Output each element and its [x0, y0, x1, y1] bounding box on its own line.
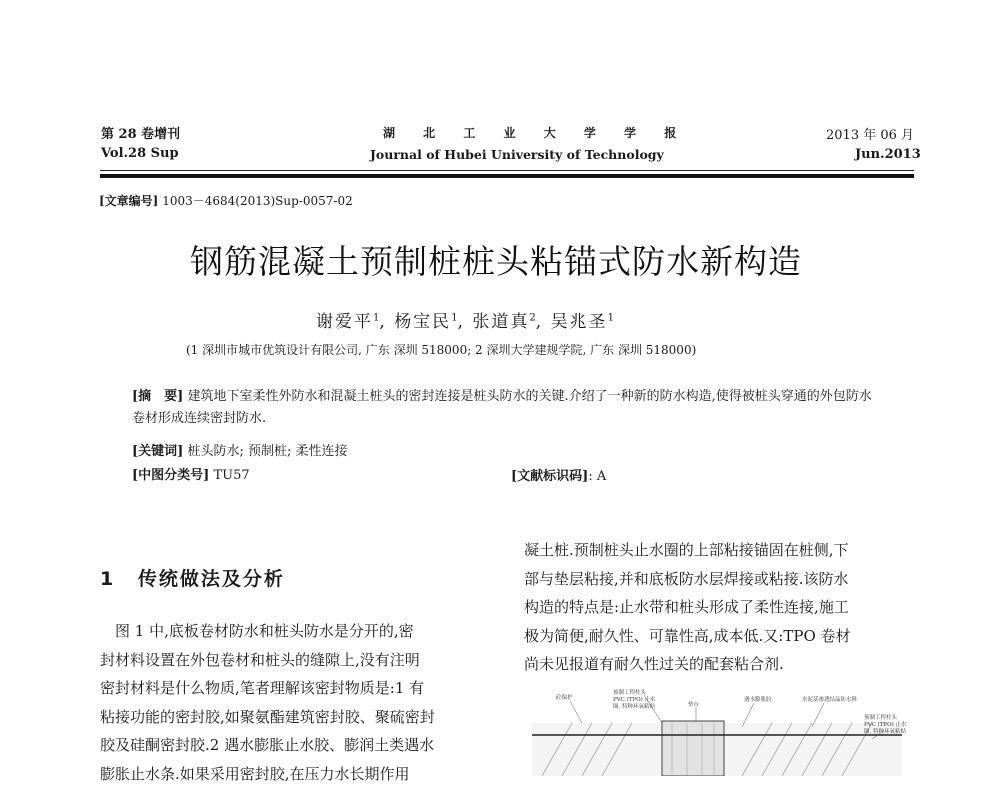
date-cn: 2013 年 06 月 [826, 124, 914, 143]
author-name: 杨宝民 [394, 312, 451, 332]
left-column-line: 图 1 中,底板卷材防水和桩头防水是分开的,密 [100, 617, 435, 646]
volume-en: Vol.28 Sup [101, 146, 179, 161]
volume-cn: 第 28 卷增刊 [101, 123, 180, 142]
journal-title-cn: 湖 北 工 业 大 学 学 报 [383, 124, 688, 141]
abstract-label: [摘 要] [132, 389, 183, 404]
right-column-line: 构造的特点是:止水带和桩头形成了柔性连接,施工 [524, 593, 851, 622]
left-column-line: 粘接功能的密封胶,如聚氨酯建筑密封胶、聚硫密封 [100, 703, 435, 732]
right-column-line: 尚未见报道有耐久性过关的配套粘合剂. [524, 650, 851, 679]
left-column-line: 胶及硅酮密封胶.2 遇水膨胀止水胶、膨润土类遇水 [100, 731, 435, 760]
figure-label: 预制工程柱头 [864, 713, 897, 721]
author-affiliation-mark: 1 [373, 312, 379, 323]
figure-label: PVC (TPO) 止水 [613, 695, 656, 703]
left-column-line: 密封材料是什么物质,笔者理解该密封物质是:1 有 [100, 674, 435, 703]
header-rule-thin [100, 170, 914, 171]
author-name: 吴兆圣 [551, 312, 608, 332]
section-number: 1 [100, 568, 115, 590]
figure-pile [662, 721, 724, 776]
document-code-value: : A [588, 469, 606, 484]
date-en: Jun.2013 [855, 147, 921, 162]
classification [132, 464, 250, 483]
right-column [524, 536, 851, 679]
header-rule-thick [100, 174, 914, 178]
figure-label: 垫台 [688, 700, 699, 708]
left-column-line: 膨胀止水条.如果采用密封胶,在压力水长期作用 [100, 760, 435, 788]
classification-label: [中图分类号] [132, 468, 209, 483]
abstract-text: 建筑地下室柔性外防水和混凝土桩头的密封连接是桩头防水的关键.介绍了一种新的防水构造,使得被桩头穿通的外包防水卷材形成连续密封防水. [132, 389, 872, 426]
figure-label: 砼保护 [556, 693, 573, 701]
keywords [132, 440, 347, 459]
section-title: 传统做法及分析 [138, 568, 285, 590]
affiliation: (1 深圳市城市优筑设计有限公司, 广东 深圳 518000; 2 深圳大学建规学院, 广东 深圳 518000) [186, 341, 696, 358]
author-affiliation-mark: 1 [451, 312, 457, 323]
document-code-label: [文献标识码] [511, 469, 588, 484]
figure-label: 圈, 特种环氧粘贴 [613, 702, 655, 710]
section-heading [100, 564, 285, 591]
article-number-label: [文章编号] [99, 194, 158, 208]
left-column-line: 封材料设置在外包卷材和桩头的缝隙上,没有注明 [100, 646, 435, 675]
keywords-text: 桩头防水; 预制桩; 柔性连接 [187, 444, 347, 459]
abstract [132, 386, 884, 430]
author-affiliation-mark: 1 [608, 312, 614, 323]
author-affiliation-mark: 2 [529, 312, 535, 323]
figure-label: 水泥基渗透结晶防水料 [802, 695, 857, 703]
article-number [99, 192, 353, 209]
author-name: 张道真 [472, 312, 529, 332]
classification-value: TU57 [213, 468, 249, 483]
paper-title: 钢筋混凝土预制桩桩头粘锚式防水新构造 [190, 236, 802, 283]
keywords-label: [关键词] [132, 444, 183, 459]
figure-label: 预制工程柱头 [613, 688, 646, 696]
document-code [511, 465, 606, 484]
right-column-line: 部与垫层粘接,并和底板防水层焊接或粘接.该防水 [524, 565, 851, 594]
author-name: 谢爱平 [316, 312, 373, 332]
figure-label: 圈, 特种环氧粘贴 [864, 727, 906, 735]
figure-label: PVC (TPO) 止水 [864, 720, 907, 728]
article-number-value: 1003－4684(2013)Sup-0057-02 [162, 194, 353, 208]
journal-title-en: Journal of Hubei University of Technology [370, 147, 664, 162]
right-column-line: 凝土桩.预制桩头止水圈的上部粘接锚固在桩侧,下 [524, 536, 851, 565]
figure-1 [512, 683, 916, 776]
right-column-line: 极为简便,耐久性、可靠性高,成本低.又:TPO 卷材 [524, 622, 851, 651]
figure-label: 遇水膨胀胶 [744, 695, 772, 703]
left-column [100, 617, 435, 788]
author-list: 谢爱平$^1$, 杨宝民$^1$, 张道真$^2$, 吴兆圣$^1$ [316, 307, 614, 332]
